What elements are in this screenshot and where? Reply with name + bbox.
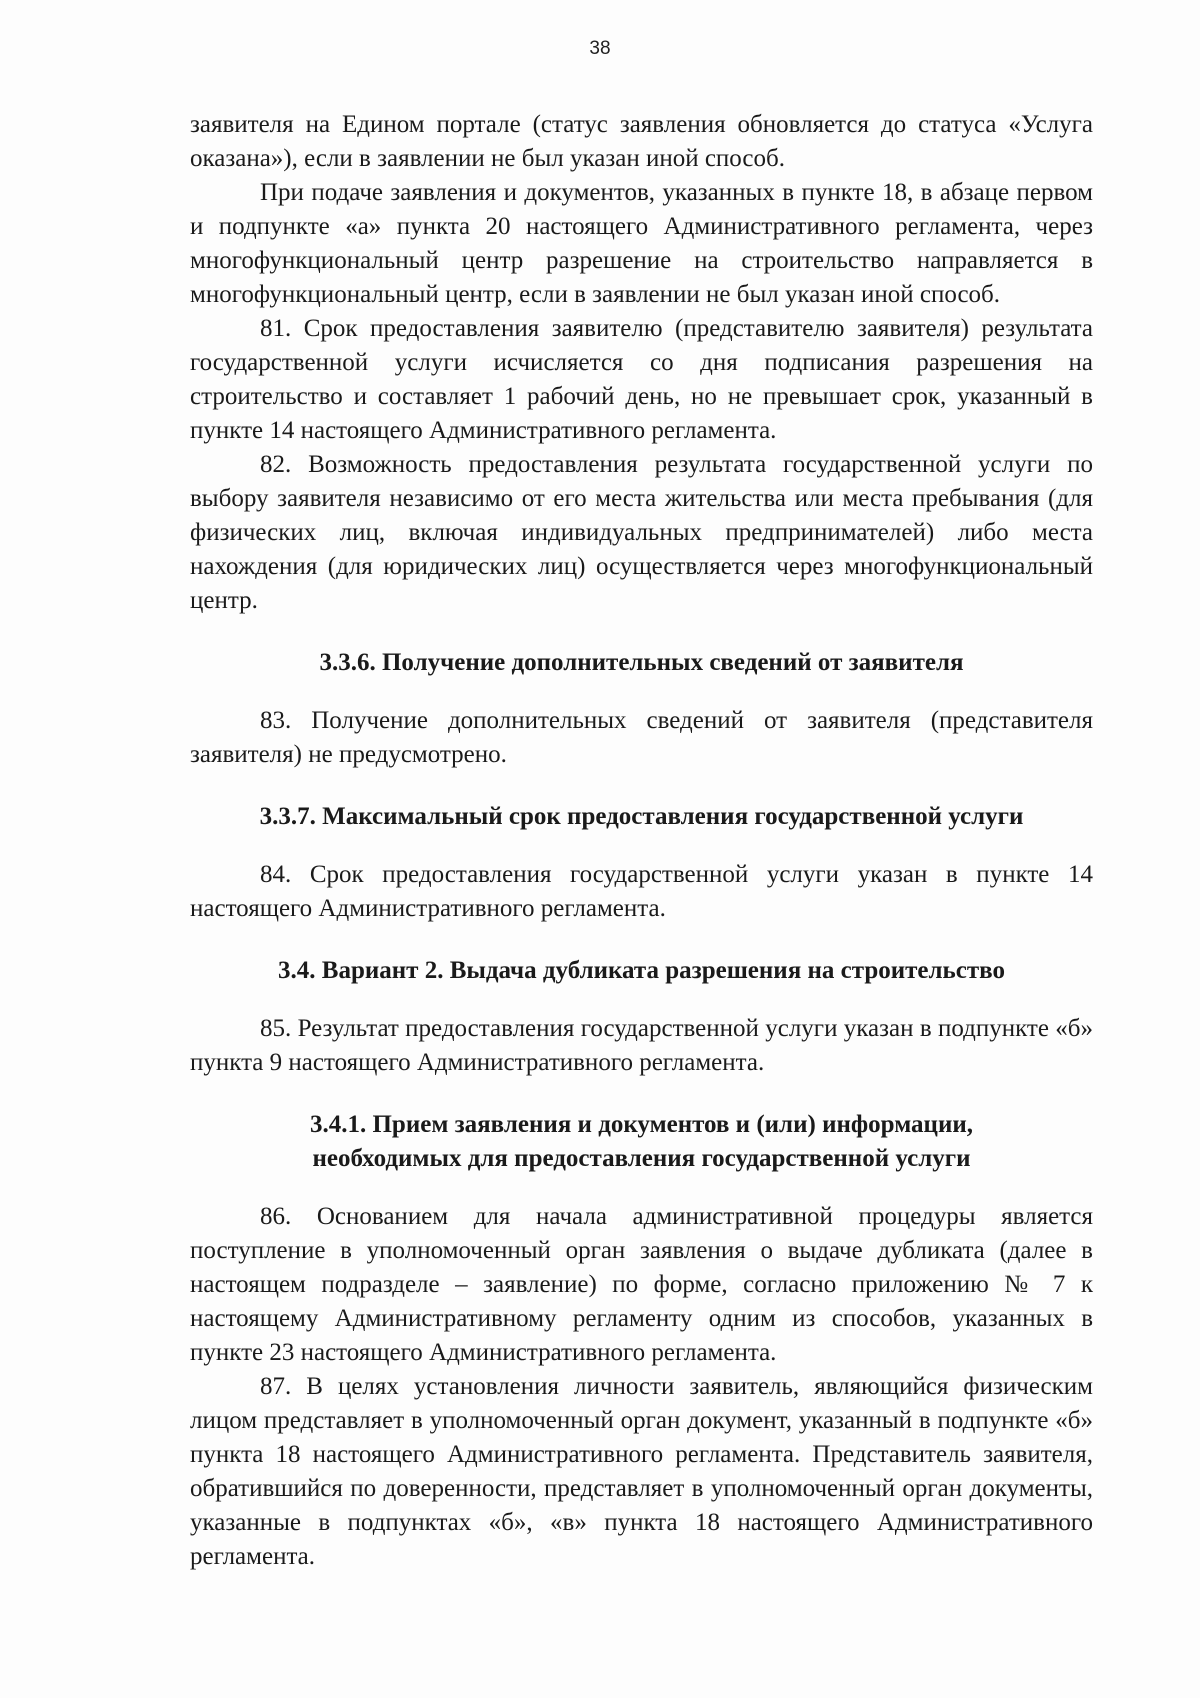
paragraph-87: 87. В целях установления личности заявитель, являющийся физическим лицом представляет в уполномоченный орган документ, указанный в подпункте «б» пункта 18 настоящего Административного регламента. Представитель заявителя, обратившийся по доверенности, представляет в уполномоченный орган документы, указанные в подпунктах «б», «в» пункта 18 настоящего Административного регламента. — [190, 1373, 1093, 1570]
paragraph-mfc-delivery: При подаче заявления и документов, указанных в пункте 18, в абзаце первом и подпункте «а» пункта 20 настоящего Административного регламента, через многофункциональный центр разрешение на строительство направляется в многофункциональный центр, если в заявлении не был указан иной способ. — [190, 179, 1093, 308]
paragraph-83: 83. Получение дополнительных сведений от заявителя (представителя заявителя) не предусмотрено. — [190, 707, 1093, 768]
paragraph-continuation: заявителя на Едином портале (статус заявления обновляется до статуса «Услуга оказана»), если в заявлении не был указан иной способ. — [190, 111, 1093, 172]
heading-3-4-1-line-2: необходимых для предоставления государственной услуги — [312, 1145, 971, 1172]
heading-3-3-7: 3.3.7. Максимальный срок предоставления государственной услуги — [259, 803, 1024, 830]
heading-3-4: 3.4. Вариант 2. Выдача дубликата разрешения на строительство — [278, 957, 1005, 984]
paragraph-81: 81. Срок предоставления заявителю (представителю заявителя) результата государственной услуги исчисляется со дня подписания разрешения на строительство и составляет 1 рабочий день, но не превышает срок, указанный в пункте 14 настоящего Административного регламента. — [190, 315, 1093, 444]
paragraph-86: 86. Основанием для начала административной процедуры является поступление в уполномоченный орган заявления о выдаче дубликата (далее в настоящем подразделе – заявление) по форме, согласно приложению № 7 к настоящему Административному регламенту одним из способов, указанных в пункте 23 настоящего Административного регламента. — [190, 1203, 1093, 1366]
document-body — [190, 108, 1093, 1574]
paragraph-85: 85. Результат предоставления государственной услуги указан в подпункте «б» пункта 9 настоящего Административного регламента. — [190, 1015, 1093, 1076]
paragraph-82: 82. Возможность предоставления результата государственной услуги по выбору заявителя независимо от его места жительства или места пребывания (для физических лиц, включая индивидуальных предпринимателей) либо места нахождения (для юридических лиц) осуществляется через многофункциональный центр. — [190, 451, 1093, 614]
page-number: 38 — [589, 38, 611, 59]
paragraph-84: 84. Срок предоставления государственной услуги указан в пункте 14 настоящего Административного регламента. — [190, 861, 1093, 922]
heading-3-3-6: 3.3.6. Получение дополнительных сведений от заявителя — [319, 649, 964, 676]
heading-3-4-1-line-1: 3.4.1. Прием заявления и документов и (или) информации, — [309, 1111, 974, 1138]
